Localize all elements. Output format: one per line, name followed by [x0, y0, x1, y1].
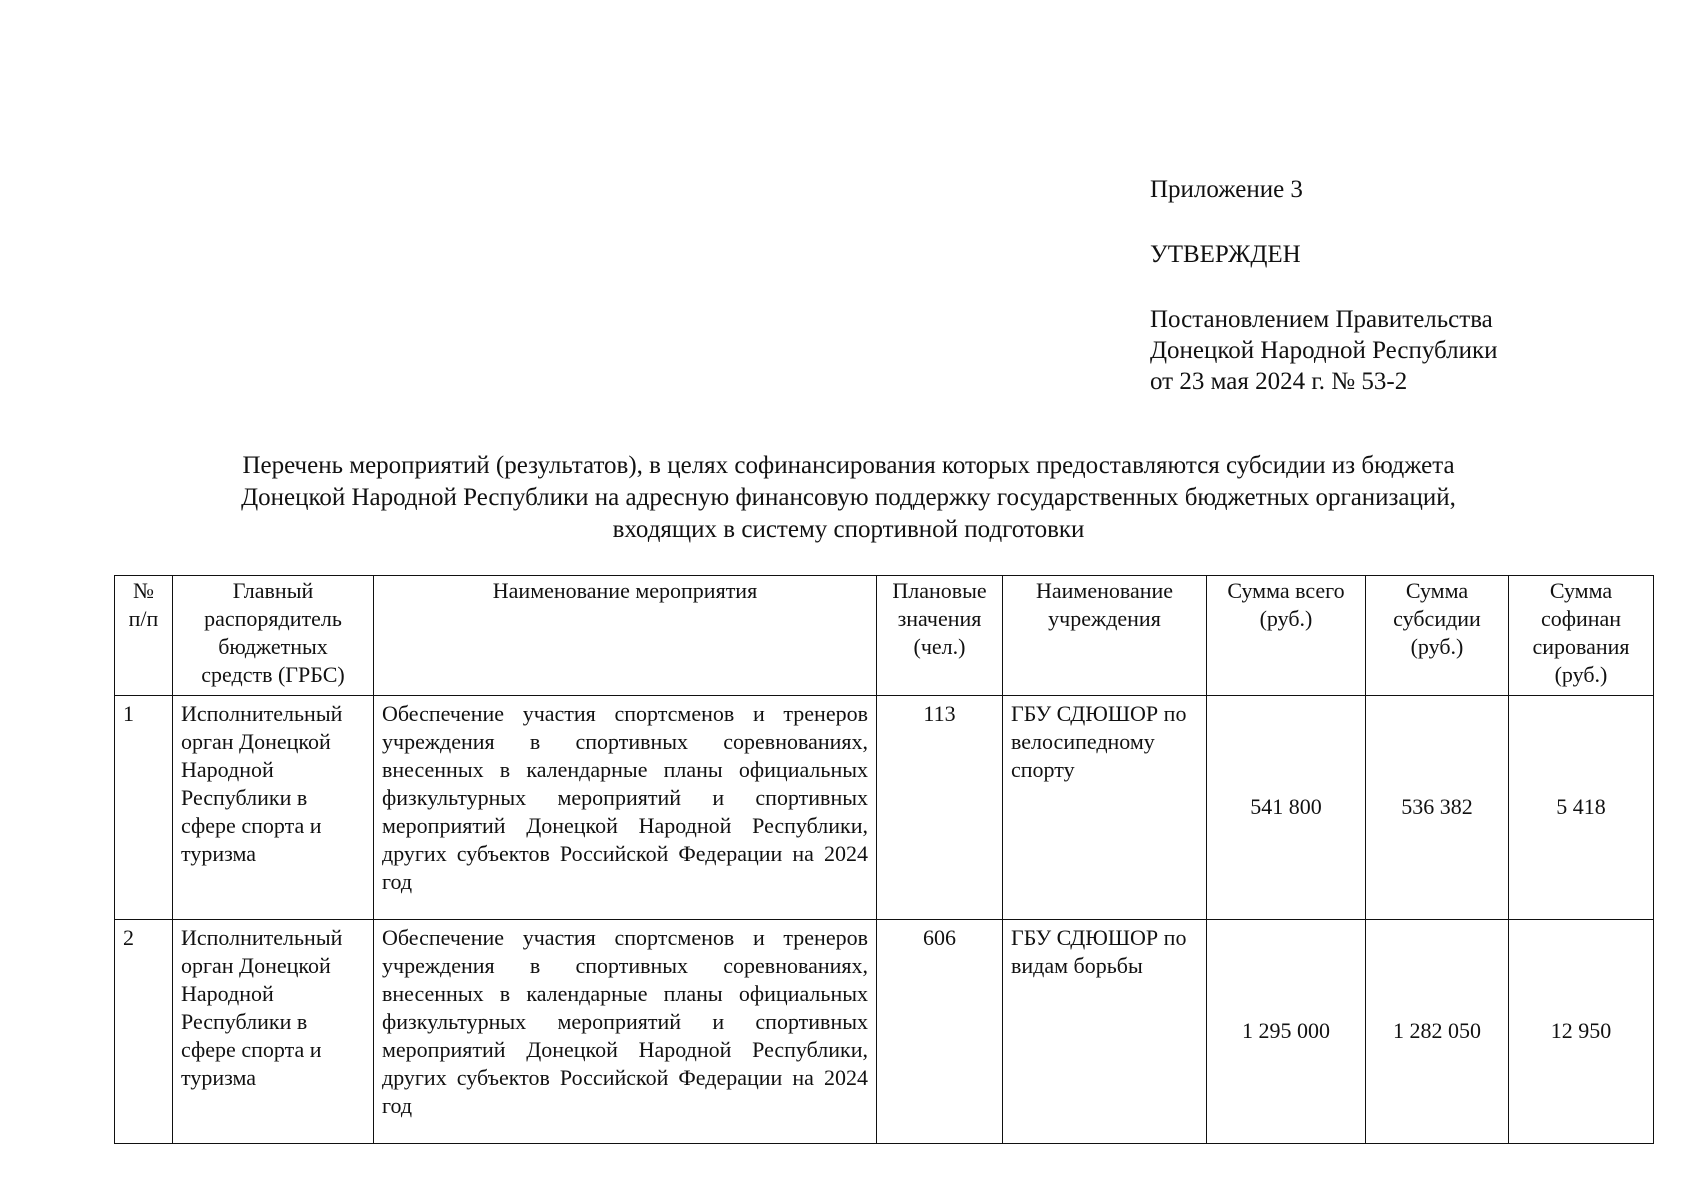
header-planned: Плановые значения (чел.) [877, 576, 1003, 696]
header-total: Сумма всего (руб.) [1207, 576, 1366, 696]
header-num: № п/п [115, 576, 173, 696]
cell-total: 541 800 [1207, 696, 1366, 920]
cell-planned: 606 [877, 920, 1003, 1144]
cell-cofinancing: 5 418 [1509, 696, 1654, 920]
cell-num: 2 [115, 920, 173, 1144]
cell-subsidy: 536 382 [1366, 696, 1509, 920]
header-subsidy: Сумма субсидии (руб.) [1366, 576, 1509, 696]
table-row [115, 920, 1654, 1144]
events-table [114, 575, 1654, 1144]
cell-cofinancing: 12 950 [1509, 920, 1654, 1144]
cell-total: 1 295 000 [1207, 920, 1366, 1144]
resolution-line-1: Постановлением Правительства [1150, 306, 1493, 333]
cell-grbs: Исполнительный орган Донецкой Народной Республики в сфере спорта и туризма [173, 696, 374, 920]
header-grbs: Главный распорядитель бюджетных средств (ГРБС) [173, 576, 374, 696]
table-header-row [115, 576, 1654, 696]
resolution-line-3: от 23 мая 2024 г. № 53-2 [1150, 368, 1408, 395]
cell-institution: ГБУ СДЮШОР по видам борьбы [1003, 920, 1207, 1144]
cell-num: 1 [115, 696, 173, 920]
appendix-label: Приложение 3 [1150, 176, 1303, 203]
header-cofinancing: Сумма софинан сирования (руб.) [1509, 576, 1654, 696]
cell-grbs: Исполнительный орган Донецкой Народной Республики в сфере спорта и туризма [173, 920, 374, 1144]
cell-institution: ГБУ СДЮШОР по велосипедному спорту [1003, 696, 1207, 920]
document-title [100, 450, 1597, 546]
approved-stamp-text: УТВЕРЖДЕН [1150, 241, 1301, 268]
title-line-1: Перечень мероприятий (результатов), в целях софинансирования которых предоставляются субсидии из бюджета [242, 452, 1455, 479]
cell-subsidy: 1 282 050 [1366, 920, 1509, 1144]
header-event: Наименование мероприятия [374, 576, 877, 696]
title-line-2: Донецкой Народной Республики на адресную финансовую поддержку государственных бюджетных организаций, [241, 484, 1456, 511]
table-row [115, 696, 1654, 920]
header-institution: Наименование учреждения [1003, 576, 1207, 696]
title-line-3: входящих в систему спортивной подготовки [612, 516, 1085, 543]
cell-event: Обеспечение участия спортсменов и тренеров учреждения в спортивных соревнованиях, внесенных в календарные планы официальных физкультурных мероприятий и спортивных мероприятий Донецкой Народной Республики, других субъектов Российской Федерации на 2024 год [374, 920, 877, 1144]
resolution-line-2: Донецкой Народной Республики [1150, 337, 1498, 364]
cell-event: Обеспечение участия спортсменов и тренеров учреждения в спортивных соревнованиях, внесенных в календарные планы официальных физкультурных мероприятий и спортивных мероприятий Донецкой Народной Республики, других субъектов Российской Федерации на 2024 год [374, 696, 877, 920]
cell-planned: 113 [877, 696, 1003, 920]
approval-block [1150, 174, 1670, 397]
